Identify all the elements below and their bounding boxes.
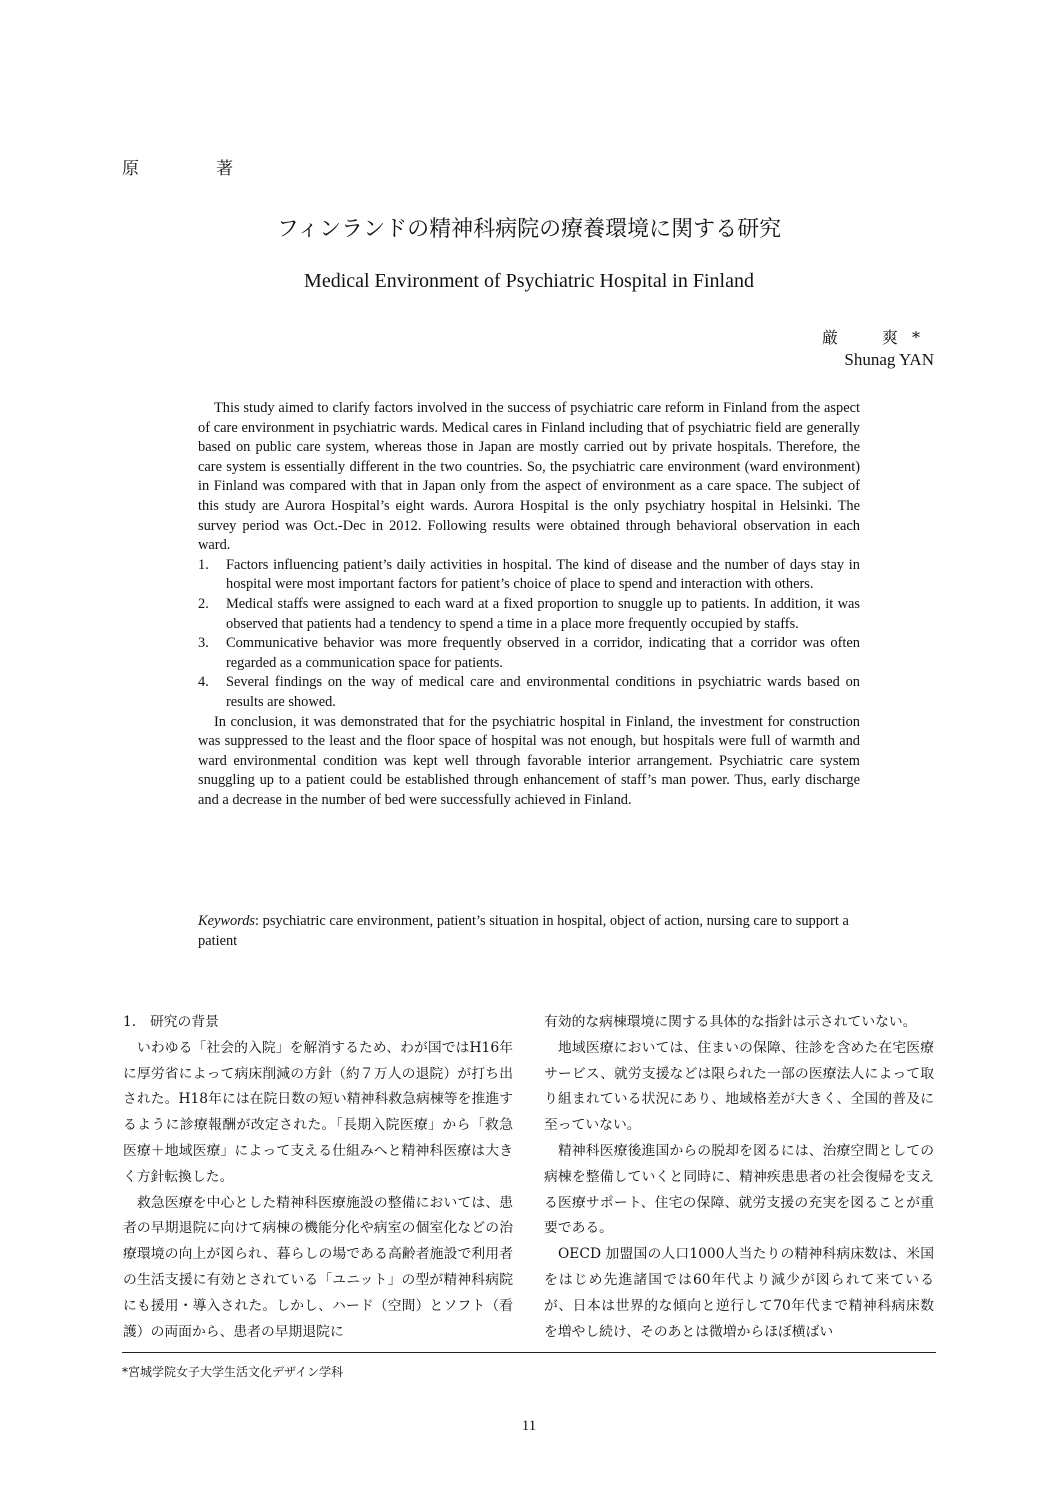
finding-number: 4. xyxy=(198,674,209,691)
abstract-intro: This study aimed to clarify factors involved in the success of psychiatric care reform in Finland from the aspect of care environment in psychiatric wards. Medical cares in Finland including that of psychiatric field are generally based on public care system, whereas those in Japan are mostly carried out by private hospitals. Therefore, the care system is essentially different in the two countries. So, the psychiatric care environment (ward environment) in Finland was compared with that in Japan only from the aspect of environment as a care space. The subject of this study are Aurora Hospital’s eight wards. Aurora Hospital is the only psychiatry hospital in Helsinki. The survey period was Oct.-Dec in 2012. Following results were obtained through behavioral observation in each ward. xyxy=(198,400,860,554)
finding-text: Factors influencing patient’s daily activities in hospital. The kind of disease and the number of days stay in hospital were most important factors for patient’s choice of place to spend and interaction with others. xyxy=(226,556,860,593)
keywords-text: : psychiatric care environment, patient’s situation in hospital, object of action, nursing care to support a patient xyxy=(198,913,849,949)
body-paragraph: いわゆる「社会的入院」を解消するため、わが国ではH16年に厚労省によって病床削減の方針（約７万人の退院）が打ち出された。H18年には在院日数の短い精神科救急病棟等を推進するように診療報酬が改定された。「長期入院医療」から「救急医療＋地域医療」によって支える仕組みへと精神科医療は大きく方針転換した。 xyxy=(123,1039,513,1185)
abstract xyxy=(198,399,860,810)
article-category: 原 著 xyxy=(122,159,263,179)
body-paragraph: 救急医療を中心とした精神科医療施設の整備においては、患者の早期退院に向けて病棟の機能分化や病室の個室化などの治療環境の向上が図られ、暮らしの場である高齢者施設で利用者の生活支援に有効とされている「ユニット」の型が精神科病院にも援用・導入された。しかし、ハード（空間）とソフト（看護）の両面から、患者の早期退院に xyxy=(123,1194,513,1340)
page-number: 11 xyxy=(521,1418,537,1434)
finding-number: 1. xyxy=(198,556,209,573)
author-name-japanese: 厳 爽* xyxy=(821,328,934,347)
finding-number: 3. xyxy=(198,635,209,652)
title-english: Medical Environment of Psychiatric Hospital in Finland xyxy=(304,270,754,292)
footnote-divider xyxy=(122,1352,936,1353)
abstract-finding-item xyxy=(198,634,860,673)
title-japanese: フィンランドの精神科病院の療養環境に関する研究 xyxy=(276,217,782,242)
keywords xyxy=(198,911,860,951)
body-paragraph: 精神科医療後進国からの脱却を図るには、治療空間としての病棟を整備していくと同時に、精神疾患患者の社会復帰を支える医療サポート、住宅の保障、就労支援の充実を図ることが重要である。 xyxy=(544,1142,934,1237)
author-affiliation-footnote: *宮城学院女子大学生活文化デザイン学科 xyxy=(122,1365,344,1379)
body-paragraph: OECD 加盟国の人口1000人当たりの精神科病床数は、米国をはじめ先進諸国では60年代より減少が図られて来ているが、日本は世界的な傾向と逆行して70年代まで精神科病床数を増やし続け、そのあとは微増からほぼ横ばい xyxy=(544,1246,934,1340)
abstract-finding-item xyxy=(198,556,860,595)
keywords-label: Keywords xyxy=(198,913,256,929)
abstract-finding-item xyxy=(198,673,860,712)
abstract-finding-item xyxy=(198,595,860,634)
body-paragraph: 地域医療においては、住まいの保障、往診を含めた在宅医療サービス、就労支援などは限られた一部の医療法人によって取り組まれている状況にあり、地域格差が大きく、全国的普及に至っていない。 xyxy=(544,1039,934,1134)
finding-text: Medical staffs were assigned to each ward at a fixed proportion to snuggle up to patients. In addition, it was observed that patients had a tendency to spend a time in a place more frequently occupied by staffs. xyxy=(226,595,860,632)
abstract-findings-list xyxy=(198,556,860,713)
author-name-english: Shunag YAN xyxy=(844,350,934,369)
finding-text: Communicative behavior was more frequently observed in a corridor, indicating that a corridor was often regarded as a communication space for patients. xyxy=(226,635,860,671)
body-column-left xyxy=(123,1010,513,1345)
finding-text: Several findings on the way of medical care and environmental conditions in psychiatric wards based on results are showed. xyxy=(226,674,860,710)
abstract-conclusion: In conclusion, it was demonstrated that for the psychiatric hospital in Finland, the investment for construction was suppressed to the least and the floor space of hospital was not enough, but hospitals were full of warmth and ward environmental condition was kept well through favorable interior arrangement. Psychiatric care system snuggling up to a patient could be established through enhancement of staff’s man power. Thus, early discharge and a decrease in the number of bed were successfully achieved in Finland. xyxy=(198,713,860,808)
body-paragraph: 有効的な病棟環境に関する具体的な指針は示されていない。 xyxy=(544,1014,917,1030)
body-column-right xyxy=(544,1010,934,1345)
section-heading: 1. 研究の背景 xyxy=(123,1014,219,1030)
finding-number: 2. xyxy=(198,595,209,612)
